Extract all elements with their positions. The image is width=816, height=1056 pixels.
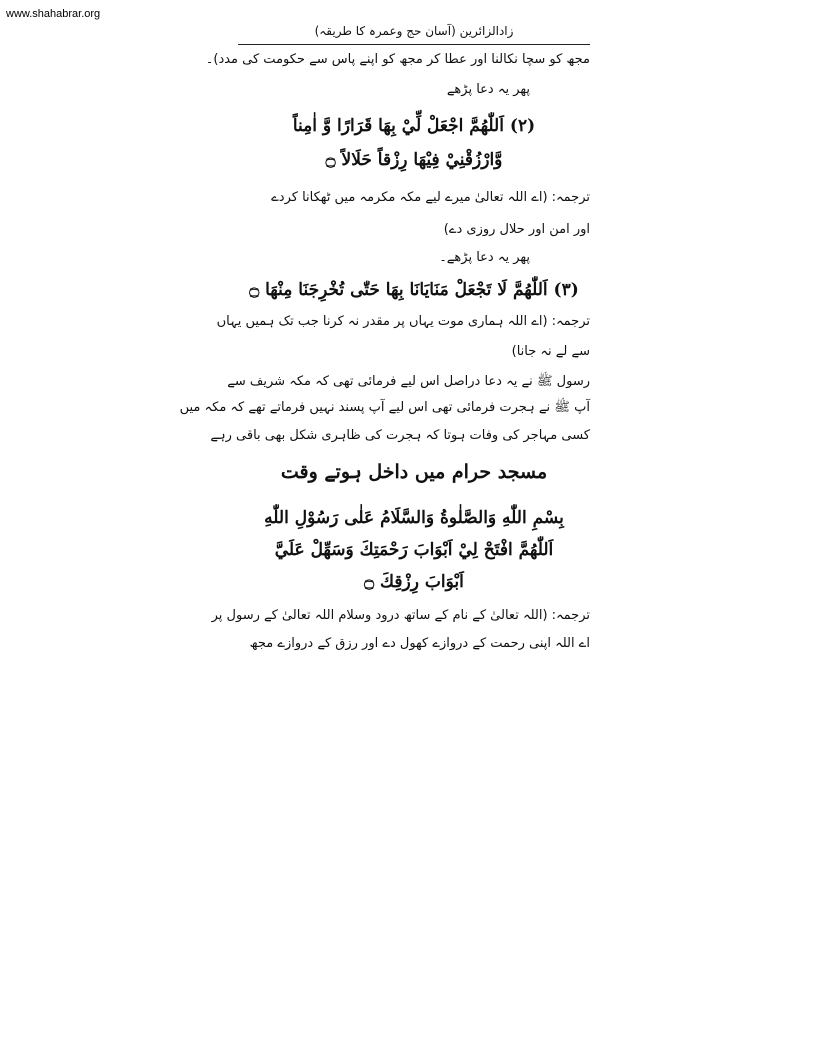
book-page xyxy=(179,20,590,660)
text-line: مجھ کو سچا نکالنا اور عطا کر مجھ کو اپنے پاس سے حکومت کی مدد)۔ xyxy=(205,52,590,67)
translation-line: ترجمہ: (اے اللہ تعالیٰ میرے لیے مکہ مکرمہ میں ٹھکانا کردے xyxy=(271,190,590,205)
text-line: پھر یہ دعا پڑھے۔ xyxy=(439,250,530,265)
section-heading: مسجد حرام میں داخل ہوتے وقت xyxy=(280,461,548,483)
text-line: سے لے نہ جانا) xyxy=(511,344,590,359)
text-line: آپ ﷺ نے ہجرت فرمائی تھی اس لیے آپ پسند نہیں فرماتے تھے کہ مکہ میں xyxy=(179,400,590,415)
text-line: پھر یہ دعا پڑھے xyxy=(446,82,530,97)
running-header: زادالزائرین (آسان حج وعمرہ کا طریقہ) xyxy=(314,24,514,38)
translation-line: ترجمہ: (اللہ تعالیٰ کے نام کے ساتھ درود وسلام اللہ تعالیٰ کے رسول پر xyxy=(211,608,590,623)
header-divider xyxy=(238,44,590,45)
text-line: رسول ﷺ نے یہ دعا دراصل اس لیے فرمائی تھی کہ مکہ شریف سے xyxy=(227,374,590,389)
arabic-prayer-line: (۳) اَللّٰهُمَّ لَا تَجْعَلْ مَنَايَانَا بِهَا حَتّٰى تُخْرِجَنَا مِنْهَا ۝ xyxy=(249,280,579,300)
arabic-prayer-line: اَللّٰهُمَّ افْتَحْ لِيْ اَبْوَابَ رَحْمَتِكَ وَسَهِّلْ عَلَيَّ xyxy=(274,540,554,560)
site-url: www.shahabrar.org xyxy=(6,8,101,20)
arabic-prayer-line: (۲) اَللّٰهُمَّ اجْعَلْ لِّيْ بِهَا قَرَارًا وَّ اٰمِناً xyxy=(292,116,536,136)
arabic-prayer-line: وَّارْزُقْنِيْ فِيْهَا رِزْقاً حَلَالاً ۝ xyxy=(325,150,503,170)
arabic-prayer-line: اَبْوَابَ رِزْقِكَ ۝ xyxy=(364,572,464,592)
text-line: اے اللہ اپنی رحمت کے دروازے کھول دے اور رزق کے دروازے مجھ xyxy=(249,636,590,651)
translation-line: ترجمہ: (اے اللہ ہماری موت یہاں پر مقدر نہ کرنا جب تک ہمیں یہاں xyxy=(216,314,590,329)
arabic-prayer-line: بِسْمِ اللّٰهِ وَالصَّلٰوةُ وَالسَّلَامُ عَلٰى رَسُوْلِ اللّٰهِ xyxy=(264,508,564,528)
text-line: اور امن اور حلال روزی دے) xyxy=(443,222,590,237)
text-line: کسی مہاجر کی وفات ہوتا کہ ہجرت کی ظاہری شکل بھی باقی رہے xyxy=(210,428,590,443)
